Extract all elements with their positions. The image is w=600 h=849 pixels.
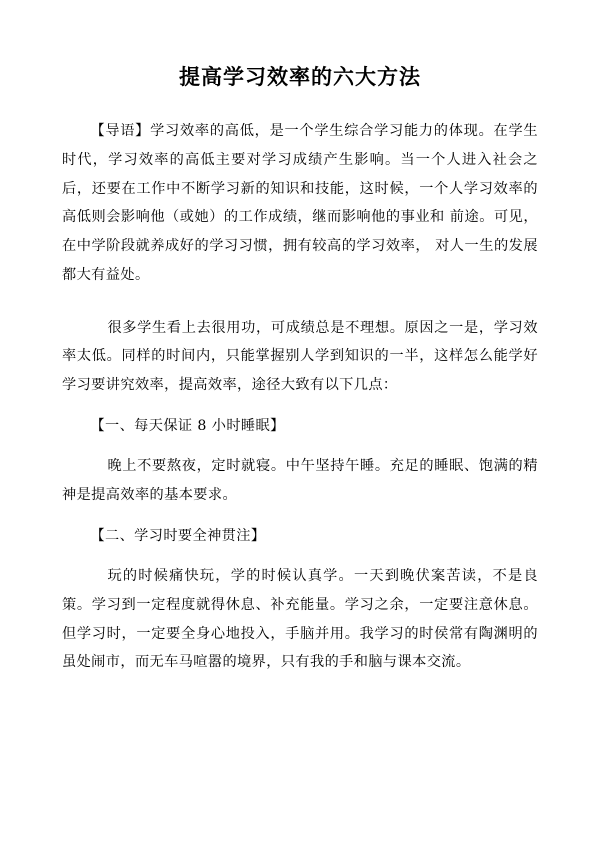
- paragraph-body-2: 晚上不要熬夜，定时就寝。中午坚持午睡。充足的睡眠、饱满的精神是提高效率的基本要求。: [62, 458, 538, 503]
- section-heading-2: 【二、学习时要全神贯注】: [90, 527, 266, 544]
- page-title: 提高学习效率的六大方法: [179, 64, 421, 89]
- paragraph-body-1: 很多学生看上去很用功，可成绩总是不理想。原因之一是，学习效率太低。同样的时间内，只能掌握别人学到知识的一半，这样怎么能学好学习要讲究效率，提高效率，途径大致有以下几点：: [62, 319, 538, 393]
- paragraph-spacer: [62, 292, 538, 302]
- paragraph-body-3: 玩的时候痛快玩，学的时候认真学。一天到晚伏案苦读，不是良策。学习到一定程度就得休息、补充能量。学习之余，一定要注意休息。但学习时，一定要全身心地投入，手脑并用。我学习的时侯常有陶渊明的虽处闹市，而无车马喧嚣的境界，只有我的手和脑与课本交流。: [62, 568, 538, 671]
- paragraph-intro: 【导语】学习效率的高低，是一个学生综合学习能力的体现。在学生时代，学习效率的高低主要对学习成绩产生影响。当一个人进入社会之后，还要在工作中不断学习新的知识和技能，这时候，一个人学习效率的高低则会影响他（或她）的工作成绩，继而影响他的事业和 前途。可见，在中学阶段就养成好的学习习惯，拥有较高的学习效率， 对人一生的发展都大有益处。: [62, 123, 538, 283]
- section-heading-1: 【一、每天保证 8 小时睡眠】: [90, 417, 285, 434]
